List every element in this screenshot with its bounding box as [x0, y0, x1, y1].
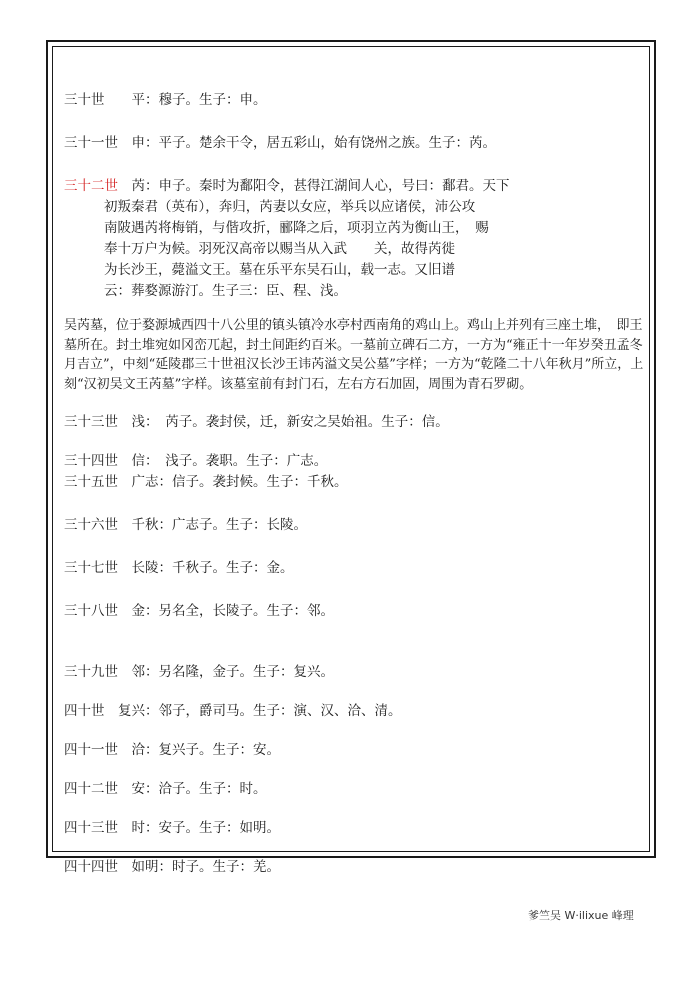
generation-label: 三十世 — [64, 92, 105, 108]
generation-label: 四十四世 — [64, 859, 118, 875]
generation-label: 三十四世 — [64, 453, 118, 469]
generation-label: 三十一世 — [64, 135, 118, 151]
entry-text: 安：洽子。生子：时。 — [131, 781, 267, 797]
generation-label: 三十八世 — [64, 603, 118, 619]
entry-continuation: 为长沙王，薨溢文王。墓在乐平东吴石山，载一志。又旧谱 — [104, 262, 455, 278]
entry-gen-37 — [64, 558, 642, 579]
entry-gen-44 — [64, 857, 642, 878]
entry-gen-33 — [64, 412, 642, 433]
genealogy-content — [64, 90, 642, 878]
entry-gen-31 — [64, 133, 642, 154]
generation-label: 四十二世 — [64, 781, 118, 797]
entry-gen-36 — [64, 515, 642, 536]
entry-text: 申：平子。楚余干令，居五彩山，始有饶州之族。生子：芮。 — [131, 135, 496, 151]
entry-text: 浅： 芮子。袭封侯，迁，新安之吴始祖。生子：信。 — [131, 414, 449, 430]
entry-gen-34 — [64, 451, 642, 472]
entry-gen-43 — [64, 818, 642, 839]
entry-text: 芮：申子。秦时为鄱阳令，甚得江湖间人心，号曰：鄱君。天下 — [131, 178, 510, 194]
entry-gen-41 — [64, 740, 642, 761]
entry-text: 复兴：邻子，爵司马。生子：演、汉、洽、清。 — [118, 703, 402, 719]
generation-label: 三十五世 — [64, 474, 118, 490]
entry-text: 如明：时子。生子：羌。 — [131, 859, 280, 875]
generation-label: 三十六世 — [64, 517, 118, 533]
entry-text: 邻：另名隆，金子。生子：复兴。 — [131, 664, 334, 680]
generation-label: 三十九世 — [64, 664, 118, 680]
entry-text: 洽：复兴子。生子：安。 — [131, 742, 280, 758]
entry-gen-35 — [64, 472, 642, 493]
tomb-description: 吴芮墓，位于婺源城西四十八公里的镇头镇冷水亭村西南角的鸡山上。鸡山上并列有三座土堆， 即王墓所在。封土堆宛如冈峦兀起，封土间距约百米。一墓前立碑石二方，一方为“雍正十一年岁癸丑孟冬月吉立”，中刻“延陵郡三十世祖汉长沙王讳芮溢文吴公墓”字样；一方为“乾隆二十八年秋月”所立，上刻“汉初吴文王芮墓”字样。该墓室前有封门石，左右方石加固，周围为青石罗砌。 — [64, 318, 644, 392]
generation-label: 四十一世 — [64, 742, 118, 758]
entry-text: 平：穆子。生子：申。 — [131, 92, 267, 108]
entry-gen-32 — [64, 176, 642, 302]
generation-label: 三十七世 — [64, 560, 118, 576]
entry-text: 信： 浅子。袭职。生子：广志。 — [131, 453, 328, 469]
entry-gen-39 — [64, 662, 642, 683]
entry-gen-30 — [64, 90, 642, 111]
entry-continuation: 初叛秦君（英布），奔归，芮妻以女应，举兵以应诸侯，沛公攻 — [104, 199, 476, 215]
generation-label: 四十世 — [64, 703, 105, 719]
entry-text: 千秋：广志子。生子：长陵。 — [131, 517, 307, 533]
generation-label: 四十三世 — [64, 820, 118, 836]
entry-continuation: 云：葬婺源游汀。生子三：臣、程、浅。 — [104, 283, 347, 299]
entry-continuation: 奉十万户为候。羽死汉高帝以赐当从入武 关，故得芮徙 — [104, 241, 455, 257]
entry-text: 金：另名全，长陵子。生子：邻。 — [131, 603, 334, 619]
entry-gen-38 — [64, 601, 642, 622]
entry-gen-42 — [64, 779, 642, 800]
entry-text: 时：安子。生子：如明。 — [131, 820, 280, 836]
generation-label-highlight: 三十二世 — [64, 178, 118, 194]
generation-label: 三十三世 — [64, 414, 118, 430]
entry-text: 广志：信子。袭封候。生子：千秋。 — [131, 474, 348, 490]
entry-continuation: 南陂遇芮将梅销，与偕攻折，郦降之后，项羽立芮为衡山王， 赐 — [104, 220, 489, 236]
entry-text: 长陵：千秋子。生子：金。 — [131, 560, 294, 576]
entry-gen-40 — [64, 701, 642, 722]
page-footer: 爹竺吴 W·ilixue 峰理 — [528, 909, 634, 922]
